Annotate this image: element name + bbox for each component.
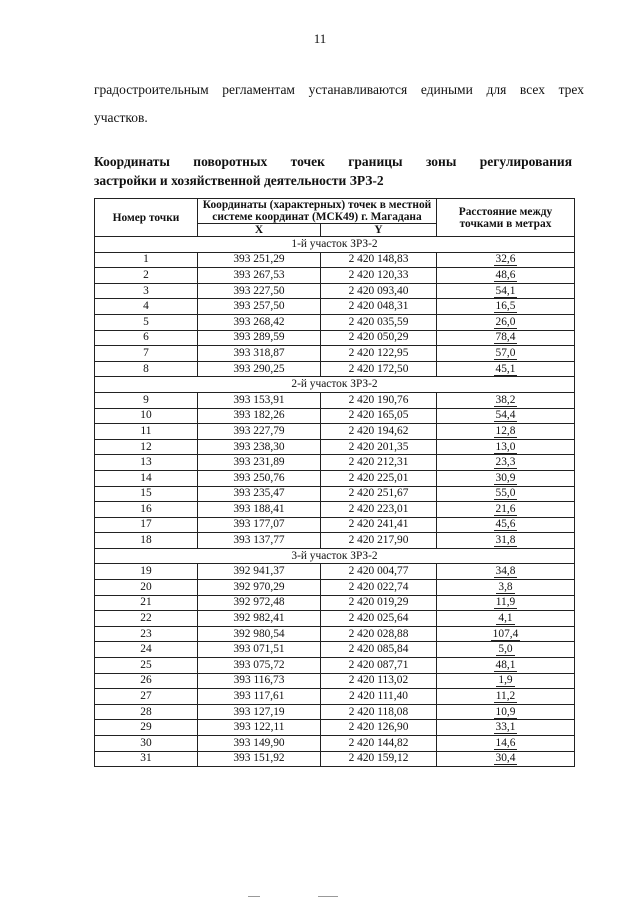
y-coordinate-cell: 2 420 113,02 [321, 673, 437, 689]
x-coordinate-cell: 393 289,59 [198, 330, 321, 346]
distance-cell [437, 720, 575, 736]
distance-cell [437, 564, 575, 580]
distance-value: 55,0 [495, 487, 516, 500]
x-coordinate-cell: 393 117,61 [198, 689, 321, 705]
y-coordinate-cell: 2 420 225,01 [321, 470, 437, 486]
point-number-cell: 8 [95, 361, 198, 377]
distance-cell [437, 736, 575, 752]
distance-value: 31,8 [495, 534, 516, 547]
table-row [95, 595, 575, 611]
x-coordinate-cell: 393 071,51 [198, 642, 321, 658]
point-number-cell: 12 [95, 439, 198, 455]
table-row [95, 470, 575, 486]
x-coordinate-cell: 392 941,37 [198, 564, 321, 580]
distance-cell [437, 642, 575, 658]
distance-cell [437, 283, 575, 299]
distance-value: 13,0 [495, 440, 516, 453]
point-number-cell: 6 [95, 330, 198, 346]
distance-cell [437, 751, 575, 767]
distance-cell [437, 580, 575, 596]
table-row [95, 252, 575, 268]
table-row [95, 658, 575, 674]
point-number-cell: 11 [95, 424, 198, 440]
y-coordinate-cell: 2 420 194,62 [321, 424, 437, 440]
x-coordinate-cell: 393 268,42 [198, 314, 321, 330]
y-coordinate-cell: 2 420 126,90 [321, 720, 437, 736]
x-coordinate-cell: 392 970,29 [198, 580, 321, 596]
distance-cell [437, 595, 575, 611]
y-coordinate-cell: 2 420 212,31 [321, 455, 437, 471]
section-row [95, 377, 575, 393]
distance-value: 4,1 [498, 612, 513, 625]
x-coordinate-cell: 393 231,89 [198, 455, 321, 471]
point-number-cell: 10 [95, 408, 198, 424]
distance-value: 45,6 [495, 518, 516, 531]
x-coordinate-cell: 393 257,50 [198, 299, 321, 315]
x-coordinate-cell: 393 227,50 [198, 283, 321, 299]
x-coordinate-cell: 393 238,30 [198, 439, 321, 455]
distance-cell [437, 330, 575, 346]
x-coordinate-cell: 393 182,26 [198, 408, 321, 424]
table-row [95, 517, 575, 533]
distance-cell [437, 689, 575, 705]
y-coordinate-cell: 2 420 165,05 [321, 408, 437, 424]
point-number-cell: 26 [95, 673, 198, 689]
x-coordinate-cell: 393 235,47 [198, 486, 321, 502]
x-coordinate-cell: 393 151,92 [198, 751, 321, 767]
point-number-cell: 18 [95, 533, 198, 549]
table-row [95, 564, 575, 580]
table-row [95, 346, 575, 362]
table-row [95, 299, 575, 315]
distance-cell [437, 392, 575, 408]
point-number-cell: 24 [95, 642, 198, 658]
x-coordinate-cell: 393 116,73 [198, 673, 321, 689]
paragraph-line-2: участков. [94, 110, 148, 125]
distance-value: 5,0 [498, 643, 513, 656]
distance-value: 14,6 [495, 736, 516, 749]
distance-cell [437, 470, 575, 486]
x-coordinate-cell: 393 251,29 [198, 252, 321, 268]
section-title-line-2: застройки и хозяйственной деятельности ЗРЗ-2 [94, 173, 384, 188]
table-body [95, 237, 575, 767]
distance-value: 48,1 [495, 658, 516, 671]
distance-cell [437, 408, 575, 424]
table-row [95, 533, 575, 549]
section-title-cell: 2-й участок ЗРЗ-2 [95, 377, 575, 393]
x-coordinate-cell: 393 137,77 [198, 533, 321, 549]
y-coordinate-cell: 2 420 122,95 [321, 346, 437, 362]
table-row [95, 314, 575, 330]
y-coordinate-cell: 2 420 251,67 [321, 486, 437, 502]
distance-cell [437, 268, 575, 284]
x-coordinate-cell: 393 250,76 [198, 470, 321, 486]
coordinates-table [94, 198, 575, 767]
section-title [94, 152, 572, 190]
distance-value: 16,5 [495, 300, 516, 313]
y-coordinate-cell: 2 420 201,35 [321, 439, 437, 455]
table-row [95, 704, 575, 720]
point-number-cell: 31 [95, 751, 198, 767]
point-number-cell: 4 [95, 299, 198, 315]
distance-cell [437, 673, 575, 689]
header-distance: Расстояние между точками в метрах [437, 199, 575, 237]
point-number-cell: 7 [95, 346, 198, 362]
table-header-row [95, 199, 575, 224]
point-number-cell: 13 [95, 455, 198, 471]
x-coordinate-cell: 393 075,72 [198, 658, 321, 674]
y-coordinate-cell: 2 420 190,76 [321, 392, 437, 408]
footer-mark-left [248, 896, 260, 897]
table-row [95, 736, 575, 752]
distance-value: 34,8 [495, 565, 516, 578]
distance-value: 21,6 [495, 502, 516, 515]
table-row [95, 361, 575, 377]
distance-value: 57,0 [495, 346, 516, 359]
point-number-cell: 17 [95, 517, 198, 533]
distance-value: 1,9 [498, 674, 513, 687]
y-coordinate-cell: 2 420 085,84 [321, 642, 437, 658]
table-row [95, 424, 575, 440]
point-number-cell: 15 [95, 486, 198, 502]
distance-value: 12,8 [495, 424, 516, 437]
point-number-cell: 30 [95, 736, 198, 752]
distance-value: 107,4 [492, 627, 519, 640]
table-row [95, 408, 575, 424]
distance-value: 11,2 [495, 690, 516, 703]
x-coordinate-cell: 393 127,19 [198, 704, 321, 720]
point-number-cell: 29 [95, 720, 198, 736]
table-row [95, 626, 575, 642]
x-coordinate-cell: 393 188,41 [198, 502, 321, 518]
distance-value: 23,3 [495, 456, 516, 469]
y-coordinate-cell: 2 420 144,82 [321, 736, 437, 752]
table-row [95, 642, 575, 658]
distance-value: 10,9 [495, 705, 516, 718]
distance-cell [437, 252, 575, 268]
y-coordinate-cell: 2 420 004,77 [321, 564, 437, 580]
point-number-cell: 16 [95, 502, 198, 518]
table-row [95, 611, 575, 627]
distance-value: 3,8 [498, 580, 513, 593]
distance-value: 38,2 [495, 393, 516, 406]
distance-value: 30,4 [495, 752, 516, 765]
y-coordinate-cell: 2 420 019,29 [321, 595, 437, 611]
table-row [95, 580, 575, 596]
table-row [95, 502, 575, 518]
table-row [95, 268, 575, 284]
y-coordinate-cell: 2 420 148,83 [321, 252, 437, 268]
point-number-cell: 1 [95, 252, 198, 268]
distance-value: 32,6 [495, 253, 516, 266]
point-number-cell: 27 [95, 689, 198, 705]
x-coordinate-cell: 392 982,41 [198, 611, 321, 627]
point-number-cell: 25 [95, 658, 198, 674]
table-row [95, 455, 575, 471]
x-coordinate-cell: 393 267,53 [198, 268, 321, 284]
y-coordinate-cell: 2 420 217,90 [321, 533, 437, 549]
point-number-cell: 22 [95, 611, 198, 627]
footer-mark-right [318, 896, 338, 897]
distance-cell [437, 455, 575, 471]
distance-cell [437, 611, 575, 627]
x-coordinate-cell: 393 290,25 [198, 361, 321, 377]
x-coordinate-cell: 392 972,48 [198, 595, 321, 611]
section-title-line-1: Координаты поворотных точек границы зоны регулирования [94, 154, 572, 169]
table-row [95, 720, 575, 736]
paragraph-line-1: градостроительным регламентам устанавливаются едиными для всех трех [94, 82, 584, 97]
y-coordinate-cell: 2 420 159,12 [321, 751, 437, 767]
distance-cell [437, 517, 575, 533]
section-row [95, 237, 575, 253]
distance-cell [437, 424, 575, 440]
distance-value: 33,1 [495, 721, 516, 734]
distance-cell [437, 704, 575, 720]
point-number-cell: 23 [95, 626, 198, 642]
y-coordinate-cell: 2 420 111,40 [321, 689, 437, 705]
distance-cell [437, 502, 575, 518]
table-row [95, 486, 575, 502]
table-row [95, 439, 575, 455]
section-row [95, 548, 575, 564]
y-coordinate-cell: 2 420 087,71 [321, 658, 437, 674]
table-row [95, 673, 575, 689]
distance-cell [437, 533, 575, 549]
distance-cell [437, 346, 575, 362]
x-coordinate-cell: 393 122,11 [198, 720, 321, 736]
y-coordinate-cell: 2 420 050,29 [321, 330, 437, 346]
y-coordinate-cell: 2 420 028,88 [321, 626, 437, 642]
x-coordinate-cell: 393 153,91 [198, 392, 321, 408]
page-number: 11 [313, 31, 327, 46]
header-y: Y [321, 224, 437, 237]
distance-value: 54,1 [495, 284, 516, 297]
y-coordinate-cell: 2 420 241,41 [321, 517, 437, 533]
header-x: X [198, 224, 321, 237]
distance-cell [437, 361, 575, 377]
point-number-cell: 9 [95, 392, 198, 408]
point-number-cell: 2 [95, 268, 198, 284]
distance-value: 54,4 [495, 409, 516, 422]
distance-value: 45,1 [495, 362, 516, 375]
distance-value: 30,9 [495, 471, 516, 484]
y-coordinate-cell: 2 420 022,74 [321, 580, 437, 596]
distance-value: 48,6 [495, 268, 516, 281]
y-coordinate-cell: 2 420 035,59 [321, 314, 437, 330]
distance-value: 11,9 [495, 596, 516, 609]
y-coordinate-cell: 2 420 223,01 [321, 502, 437, 518]
distance-value: 78,4 [495, 331, 516, 344]
table-row [95, 330, 575, 346]
distance-cell [437, 299, 575, 315]
table-row [95, 689, 575, 705]
y-coordinate-cell: 2 420 025,64 [321, 611, 437, 627]
table-row [95, 392, 575, 408]
point-number-cell: 28 [95, 704, 198, 720]
y-coordinate-cell: 2 420 118,08 [321, 704, 437, 720]
x-coordinate-cell: 393 149,90 [198, 736, 321, 752]
x-coordinate-cell: 393 177,07 [198, 517, 321, 533]
point-number-cell: 5 [95, 314, 198, 330]
point-number-cell: 14 [95, 470, 198, 486]
distance-value: 26,0 [495, 315, 516, 328]
distance-cell [437, 439, 575, 455]
header-point-number: Номер точки [95, 199, 198, 237]
section-title-cell: 1-й участок ЗРЗ-2 [95, 237, 575, 253]
x-coordinate-cell: 393 318,87 [198, 346, 321, 362]
point-number-cell: 19 [95, 564, 198, 580]
x-coordinate-cell: 393 227,79 [198, 424, 321, 440]
distance-cell [437, 658, 575, 674]
x-coordinate-cell: 392 980,54 [198, 626, 321, 642]
y-coordinate-cell: 2 420 048,31 [321, 299, 437, 315]
y-coordinate-cell: 2 420 093,40 [321, 283, 437, 299]
header-coordinates: Координаты (характерных) точек в местной системе координат (МСК49) г. Магадана [198, 199, 437, 224]
y-coordinate-cell: 2 420 120,33 [321, 268, 437, 284]
distance-cell [437, 314, 575, 330]
section-title-cell: 3-й участок ЗРЗ-2 [95, 548, 575, 564]
table-row [95, 751, 575, 767]
y-coordinate-cell: 2 420 172,50 [321, 361, 437, 377]
distance-cell [437, 626, 575, 642]
table-row [95, 283, 575, 299]
point-number-cell: 21 [95, 595, 198, 611]
point-number-cell: 20 [95, 580, 198, 596]
distance-cell [437, 486, 575, 502]
point-number-cell: 3 [95, 283, 198, 299]
